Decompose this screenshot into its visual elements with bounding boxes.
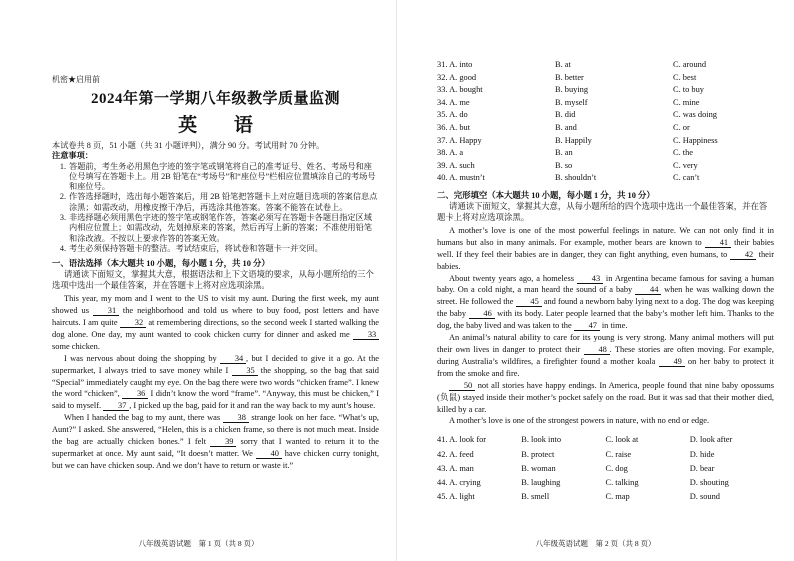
answer-blank: 49 bbox=[659, 357, 685, 367]
paragraph: An animal’s natural ability to care for its young is very strong. Many animal mothers will put their own lives in danger to protect their 48 . These stories are often moving. For example, during Australia’s wildfires, a firefighter found a mother koala 49 on her baby to protect it from the smoke and fire. bbox=[437, 333, 774, 378]
answer-blank: 31 bbox=[93, 306, 119, 316]
answer-blank: 34 bbox=[220, 354, 246, 364]
option-cell: 42. A. feed bbox=[437, 449, 474, 459]
paragraph: I was nervous about doing the shopping by 34 , but I decided to give it a go. At the supermarket, I always tried to save money while I 35 the shopping, so the bag that said “Special” immediately caught my eye. On the bag there were two words “chicken frame”. I knew the word “chicken”, 36 I didn’t know the word “frame”. “Anyway, this must be chicken,” I said to myself. 37 , I picked up the bag, paid for it and ran the way back to my aunt’s house. bbox=[52, 353, 380, 411]
option-cell: B. an bbox=[555, 148, 573, 158]
answer-blank: 41 bbox=[705, 238, 731, 248]
exam-info: 本试卷共 8 页，51 小题（共 31 小题评判），满分 90 分。考试用时 70 分钟。 bbox=[52, 141, 325, 150]
note-item bbox=[52, 244, 379, 254]
option-cell: B. Happily bbox=[555, 135, 592, 145]
option-row bbox=[437, 98, 774, 111]
answer-blank: 40 bbox=[256, 449, 282, 459]
option-cell: B. shouldn’t bbox=[555, 173, 597, 183]
note-item bbox=[52, 162, 379, 193]
answer-blank: 36 bbox=[122, 389, 148, 399]
option-cell: D. shouting bbox=[689, 477, 729, 487]
option-row bbox=[437, 492, 774, 506]
option-cell: 40. A. mustn’t bbox=[437, 173, 485, 183]
note-number: 1. bbox=[59, 161, 66, 171]
option-cell: 37. A. Happy bbox=[437, 135, 482, 145]
answer-blank: 42 bbox=[730, 250, 756, 260]
option-cell: 41. A. look for bbox=[437, 435, 487, 445]
notes bbox=[52, 151, 379, 254]
option-cell: C. to buy bbox=[673, 85, 704, 95]
option-cell: C. or bbox=[673, 122, 690, 132]
option-cell: B. at bbox=[555, 60, 571, 69]
option-cell: 44. A. crying bbox=[437, 477, 481, 487]
answer-blank: 32 bbox=[120, 318, 146, 328]
passage-2 bbox=[437, 225, 774, 427]
option-row bbox=[437, 464, 774, 478]
option-row bbox=[437, 435, 774, 449]
option-cell: D. look after bbox=[689, 435, 733, 445]
option-cell: 32. A. good bbox=[437, 72, 477, 82]
option-cell: 35. A. do bbox=[437, 110, 468, 120]
note-text: 答题前，考生务必用黑色字迹的签字笔或钢笔将自己的准考证号、姓名、考场号和座位号填写在答题卡上。用 2B 铅笔在“考场号”和“座位号”栏相应位置填涂自己的考场号和座位号。 bbox=[69, 161, 376, 192]
option-cell: C. very bbox=[673, 160, 698, 170]
answer-blank: 33 bbox=[353, 330, 379, 340]
option-cell: B. better bbox=[555, 72, 584, 82]
option-cell: C. mine bbox=[673, 97, 700, 107]
option-row bbox=[437, 148, 774, 161]
note-item bbox=[52, 192, 379, 213]
note-item bbox=[52, 213, 379, 244]
notes-label: 注意事项： bbox=[52, 151, 93, 161]
paragraph: A mother’s love is one of the strongest powers in nature, with no end or edge. bbox=[449, 416, 710, 426]
answer-blank: 38 bbox=[223, 413, 249, 423]
option-cell: C. best bbox=[673, 72, 697, 82]
paragraph: 50 not all stories have happy endings. In America, people found that nine baby opossums (负鼠) stayed inside their mother’s pocket safely on the road. But it was sad that their mother died, killed by a car. bbox=[437, 380, 774, 414]
option-cell: C. can’t bbox=[673, 173, 700, 183]
section-2-instructions: 请通读下面短文，掌握其大意，从每小题所给的四个选项中选出一个最佳答案，并在答题卡上将对应选项涂黑。 bbox=[437, 201, 768, 222]
option-cell: 33. A. bought bbox=[437, 85, 483, 95]
option-cell: D. hide bbox=[689, 449, 715, 459]
exam-subject: 英 语 bbox=[178, 115, 269, 136]
option-cell: 34. A. me bbox=[437, 97, 470, 107]
option-cell: C. look at bbox=[605, 435, 639, 445]
option-cell: C. talking bbox=[605, 477, 639, 487]
option-cell: 45. A. light bbox=[437, 492, 475, 502]
option-cell: 36. A. but bbox=[437, 122, 471, 132]
page-footer: 八年级英语试题 第 2 页（共 8 页） bbox=[535, 539, 656, 548]
option-row bbox=[437, 450, 774, 464]
answer-blank: 50 bbox=[449, 381, 475, 391]
answer-blank: 43 bbox=[577, 274, 603, 284]
option-row bbox=[437, 85, 774, 98]
page-2 bbox=[397, 0, 794, 561]
answer-blank: 47 bbox=[574, 321, 600, 331]
option-cell: C. Happiness bbox=[673, 135, 718, 145]
note-text: 作答选择题时，选出每小题答案后，用 2B 铅笔把答题卡上对应题目选项的答案信息点涂黑；如需改动，用橡皮擦干净后，再选涂其他答案。答案不能答在试卷上。 bbox=[69, 192, 378, 212]
options-table-1 bbox=[437, 60, 774, 186]
paragraph: This year, my mom and I went to the US to visit my aunt. During the first week, my aunt showed us 31 the neighborhood and told us where to buy food, post letters and have haircuts. I am quite 32 at remembering directions, so the second week I started walking the dog alone. One day, my aunt wanted to cook chicken curry for dinner and asked me 33 some chicken. bbox=[52, 294, 380, 351]
option-cell: B. laughing bbox=[521, 477, 561, 487]
answer-blank: 46 bbox=[469, 309, 495, 319]
option-cell: B. myself bbox=[555, 97, 588, 107]
option-cell: C. was doing bbox=[673, 110, 717, 120]
option-cell: B. look into bbox=[521, 435, 562, 445]
option-row bbox=[437, 173, 774, 186]
option-cell: B. smell bbox=[521, 492, 550, 502]
page-footer: 八年级英语试题 第 1 页（共 8 页） bbox=[138, 539, 259, 548]
option-cell: B. and bbox=[555, 122, 577, 132]
option-cell: 31. A. into bbox=[437, 60, 473, 69]
section-1-instructions: 请通读下面短文，掌握其大意，根据语法和上下文语境的要求，从每小题所给的三个选项中选出一个最佳答案，并在答题卡上将对应选项涂黑。 bbox=[52, 270, 374, 291]
note-text: 考生必须保持答题卡的整洁。考试结束后，将试卷和答题卡一并交回。 bbox=[69, 243, 323, 253]
exam-title: 2024年第一学期八年级教学质量监测 bbox=[90, 91, 340, 107]
option-cell: B. woman bbox=[521, 463, 556, 473]
option-cell: D. bear bbox=[689, 463, 715, 473]
option-cell: B. buying bbox=[555, 85, 589, 95]
option-cell: B. protect bbox=[521, 449, 555, 459]
option-cell: 38. A. a bbox=[437, 148, 464, 158]
option-cell: C. the bbox=[673, 148, 694, 158]
options-table-2 bbox=[437, 435, 774, 506]
option-cell: B. did bbox=[555, 110, 576, 120]
option-cell: C. around bbox=[673, 60, 707, 69]
option-cell: C. dog bbox=[605, 463, 628, 473]
option-cell: D. sound bbox=[689, 492, 720, 502]
option-row bbox=[437, 136, 774, 149]
paragraph: About twenty years ago, a homeless 43 in Argentina became famous for saving a human baby. On a cold night, a man heard the sound of a baby 44 when he was walking down the street. He followed the 45 and found a newborn baby lying next to a dog. The dog was keeping the baby 46 with its body. Later people learned that the baby’s mother left him. Thanks to the dog, the baby lived and was taken to the 47 in time. bbox=[437, 273, 774, 331]
option-cell: C. map bbox=[605, 492, 630, 502]
paragraph: A mother’s love is one of the most powerful feelings in nature. We can not only find it in humans but also in many animals. For example, mother bears are known to 41 their babies well. If they feel their babies are in danger, they can fight anything, even humans, to 42 their babies. bbox=[437, 225, 774, 271]
answer-blank: 37 bbox=[103, 401, 129, 411]
option-row bbox=[437, 123, 774, 136]
option-cell: 39. A. such bbox=[437, 160, 475, 170]
passage-1 bbox=[52, 293, 379, 472]
note-number: 2. bbox=[59, 192, 66, 202]
option-row bbox=[437, 478, 774, 492]
note-number: 3. bbox=[59, 212, 66, 222]
answer-blank: 48 bbox=[584, 345, 610, 355]
option-row bbox=[437, 110, 774, 123]
notes-list bbox=[52, 162, 379, 255]
note-text: 非选择题必须用黑色字迹的签字笔或钢笔作答，答案必须写在答题卡各题目指定区域内相应位置上；如需改动，先划掉原来的答案，然后再写上新的答案；不准使用铅笔和涂改液。不按以上要求作答的答案无效。 bbox=[69, 212, 372, 243]
option-cell: 43. A. man bbox=[437, 463, 474, 473]
answer-blank: 35 bbox=[232, 366, 258, 376]
option-row bbox=[437, 60, 774, 73]
option-cell: C. raise bbox=[605, 449, 632, 459]
section-2-title: 二、完形填空（本大题共 10 小题，每小题 1 分，共 10 分） bbox=[437, 190, 655, 200]
answer-blank: 39 bbox=[210, 437, 236, 447]
answer-blank: 45 bbox=[516, 297, 542, 307]
paragraph: When I handed the bag to my aunt, there was 38 strange look on her face. “What’s up, Aunt?” I asked. She answered, “Helen, this is a chicken frame, so there is not much meat. Inside the bag are actually chicken bones.” I felt 39 sorry that I wanted to return it to the supermarket at once. My aunt said, “It doesn’t matter. We 40 have chicken curry tonight, but we can have chicken soup. And we don’t have to return or waste it.” bbox=[52, 413, 379, 470]
section-1-title: 一、语法选择（本大题共 10 小题，每小题 1 分，共 10 分） bbox=[52, 259, 270, 269]
option-row bbox=[437, 73, 774, 86]
option-row bbox=[437, 161, 774, 174]
option-cell: B. so bbox=[555, 160, 573, 170]
note-number: 4. bbox=[59, 243, 66, 253]
confidential-mark: 机密★启用前 bbox=[52, 75, 100, 84]
answer-blank: 44 bbox=[635, 285, 661, 295]
